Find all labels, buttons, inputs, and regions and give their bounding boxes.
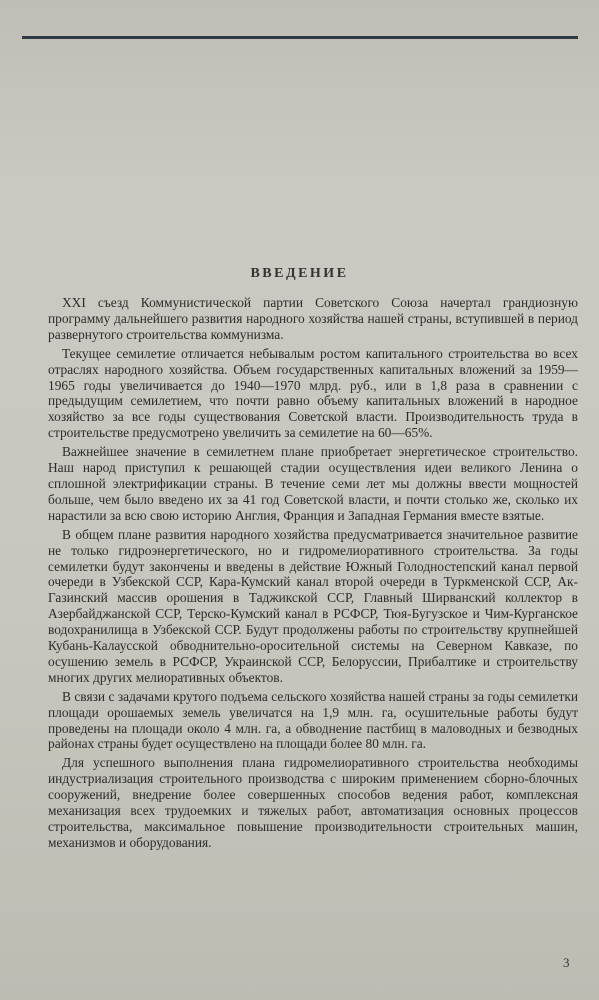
paragraph-4: В общем плане развития народного хозяйства предусматривается значительное развитие не только гидроэнергетического, но и гидромелиоративного строительства. За годы семилетки будут закончены и введены в действие Южный Голодностепский канал первой очереди в Узбекской ССР, Кара-Кумский канал второй очереди в Туркменской ССР, Ак-Газинский массив орошения в Таджикской ССР, Главный Ширванский коллектор в Азербайджанской ССР, Терско-Кумский канал в РСФСР, Тюя-Бугузское и Чим-Курганское водохранилища в Узбекской ССР. Будут продолжены работы по строительству крупнейшей Кубань-Калаусской обводнительно-оросительной системы на Северном Кавказе, по осушению земель в РСФСР, Украинской ССР, Белоруссии, Прибалтике и строительству многих других мелиоративных объектов. <box>48 526 578 685</box>
paragraph-3: Важнейшее значение в семилетнем плане приобретает энергетическое строительство. Наш народ приступил к решающей стадии осуществления идеи великого Ленина о сплошной электрификации страны. В течение семи лет мы должны ввести мощностей больше, чем было введено их за 41 год Советской власти, и почти столько же, сколько их нарастили за всю свою историю Англия, Франция и Западная Германия вместе взятые. <box>48 444 578 523</box>
paragraph-5: В связи с задачами крутого подъема сельского хозяйства нашей страны за годы семилетки площади орошаемых земель увеличатся на 1,9 млн. га, осушительные работы будут проведены на площади около 4 млн. га, а обводнение пастбищ в маловодных и безводных районах страны будет осуществлено на площади более 80 млн. га. <box>48 688 578 752</box>
body-text <box>48 295 578 854</box>
section-heading: ВВЕДЕНИЕ <box>250 266 349 281</box>
page-number: 3 <box>563 955 570 970</box>
paragraph-6: Для успешного выполнения плана гидромелиоративного строительства необходимы индустриализация строительного производства с широким применением сборно-блочных сооружений, внедрение более совершенных способов ведения работ, комплексная механизация всех трудоемких и тяжелых работ, автоматизация основных процессов строительства, максимальное повышение производительности строительных машин, механизмов и оборудования. <box>48 755 578 850</box>
top-rule <box>22 36 578 39</box>
paragraph-1: XXI съезд Коммунистической партии Советского Союза начертал грандиозную программу дальнейшего развития народного хозяйства нашей страны, вступившей в период развернутого строительства коммунизма. <box>48 295 578 342</box>
paragraph-2: Текущее семилетие отличается небывалым ростом капитального строительства во всех отраслях народного хозяйства. Объем государственных капитальных вложений за 1959—1965 годы увеличивается до 1940—1970 млрд. руб., или в 1,8 раза в сравнении с предыдущим семилетием, что почти равно объему капитальных вложений в народное хозяйство за все годы существования Советской власти. Производительность труда в строительстве предусмотрено увеличить за семилетие на 60—65%. <box>48 345 578 441</box>
